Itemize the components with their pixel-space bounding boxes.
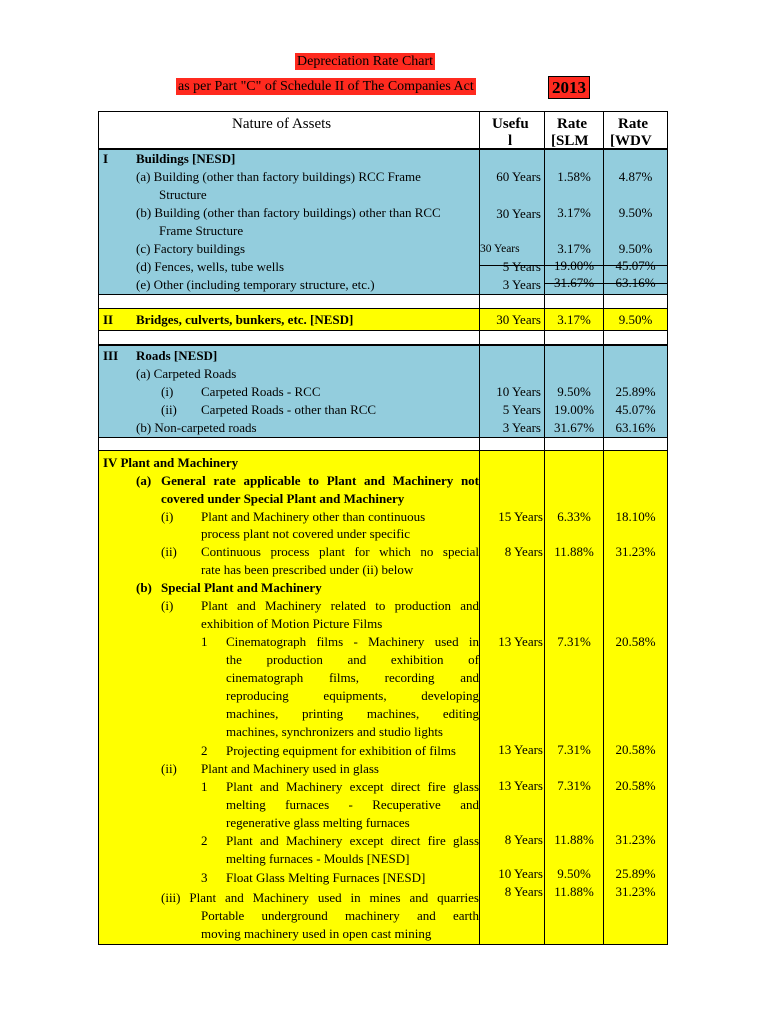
asset-row-num: 2 xyxy=(201,833,208,848)
asset-row: (b) Non-carpeted roads xyxy=(136,420,257,435)
asset-row-cont: machines, printing machines, editing xyxy=(226,706,479,721)
useful-life: 3 Years xyxy=(502,277,541,292)
asset-row-cont: moving machinery used in open cast mining xyxy=(201,926,432,941)
asset-row-cont: covered under Special Plant and Machinery xyxy=(161,491,405,506)
useful-life: 5 Years xyxy=(502,259,541,274)
asset-row-num: 2 xyxy=(201,743,208,758)
column-divider xyxy=(603,112,604,944)
useful-life: 30 Years xyxy=(480,243,520,255)
asset-row: (a) Building (other than factory buildings) RCC Frame xyxy=(136,169,421,184)
asset-row-cont: the production and exhibition of xyxy=(226,652,479,667)
useful-life: 30 Years xyxy=(496,312,541,327)
asset-row-num: (ii) xyxy=(161,544,177,559)
rate-slm: 3.17% xyxy=(557,241,591,256)
header-nature-of-assets: Nature of Assets xyxy=(232,116,332,132)
asset-row: Plant and Machinery except direct fire glass xyxy=(226,833,479,848)
rate-slm: 3.17% xyxy=(557,205,591,220)
chart-title: Depreciation Rate Chart xyxy=(297,54,434,69)
rate-wdv: 25.89% xyxy=(615,384,656,399)
asset-row-cont: melting furnaces - Moulds [NESD] xyxy=(226,851,410,866)
rate-wdv: 18.10% xyxy=(615,509,656,524)
row-divider xyxy=(99,294,667,295)
useful-life: 13 Years xyxy=(498,778,543,793)
asset-row: Carpeted Roads - RCC xyxy=(201,384,321,399)
section-plant-machinery: IV Plant and Machinery xyxy=(103,455,239,470)
rate-slm: 6.33% xyxy=(557,509,591,524)
asset-row-num: (i) xyxy=(161,509,174,524)
chart-year: 2013 xyxy=(548,76,590,99)
rate-wdv: 25.89% xyxy=(615,866,656,881)
rate-slm: 7.31% xyxy=(557,634,591,649)
asset-row-cont: machines, synchronizers and studio lights xyxy=(226,724,443,739)
rate-slm: 7.31% xyxy=(557,778,591,793)
asset-row: Continuous process plant for which no special xyxy=(201,544,479,559)
rate-wdv: 31.23% xyxy=(615,544,656,559)
rate-wdv: 20.58% xyxy=(615,778,656,793)
asset-row: Plant and Machinery used in glass xyxy=(201,761,379,776)
row-divider xyxy=(99,450,667,451)
rate-wdv: 45.07% xyxy=(615,258,656,273)
rate-slm: 31.67% xyxy=(553,275,595,290)
row-divider xyxy=(99,308,667,309)
rate-slm: 7.31% xyxy=(557,742,591,757)
asset-row: (e) Other (including temporary structure, etc.) xyxy=(136,277,375,292)
asset-row-num: (i) xyxy=(161,598,174,613)
rate-slm: 1.58% xyxy=(557,169,591,184)
header-rate-slm: Rate xyxy=(557,116,587,132)
rate-slm: 19.00% xyxy=(553,258,595,273)
header-rate-wdv-2: [WDV xyxy=(610,133,652,149)
asset-row: Float Glass Melting Furnaces [NESD] xyxy=(226,870,426,885)
useful-life: 8 Years xyxy=(504,884,543,899)
header-useful: Usefu xyxy=(492,116,529,132)
rate-slm: 11.88% xyxy=(554,832,594,847)
depreciation-table xyxy=(98,111,668,945)
rate-slm: 11.88% xyxy=(554,884,594,899)
asset-row-cont: cinematograph films, recording and xyxy=(226,670,479,685)
asset-row: Plant and Machinery other than continuous xyxy=(201,509,426,524)
header-useful-2: l xyxy=(508,133,513,149)
asset-row: Cinematograph films - Machinery used in xyxy=(226,634,479,649)
row-divider xyxy=(99,330,667,331)
asset-row-num: (i) xyxy=(161,384,174,399)
rate-wdv: 20.58% xyxy=(615,742,656,757)
asset-row: General rate applicable to Plant and Machinery not xyxy=(161,473,479,488)
useful-life: 3 Years xyxy=(502,420,541,435)
useful-life: 13 Years xyxy=(498,634,543,649)
section-number: I xyxy=(103,151,109,166)
asset-row-num: 3 xyxy=(201,870,208,885)
asset-row-cont: Portable underground machinery and earth xyxy=(201,908,479,923)
asset-row-cont: Frame Structure xyxy=(159,223,244,238)
rate-wdv: 4.87% xyxy=(618,169,653,184)
section-number: III xyxy=(103,348,119,363)
asset-row-num: (ii) xyxy=(161,402,177,417)
column-divider xyxy=(479,112,480,944)
header-rate-wdv: Rate xyxy=(618,116,648,132)
asset-row: (b) Building (other than factory buildings) other than RCC xyxy=(136,205,441,220)
asset-row-cont: rate has been prescribed under (ii) below xyxy=(201,562,414,577)
asset-row-cont: process plant not covered under specific xyxy=(201,526,411,541)
useful-life: 30 Years xyxy=(496,206,541,221)
asset-row: Projecting equipment for exhibition of films xyxy=(226,743,456,758)
asset-row-cont: reproducing equipments, developing xyxy=(226,688,479,703)
asset-row: Carpeted Roads - other than RCC xyxy=(201,402,377,417)
useful-life: 8 Years xyxy=(504,832,543,847)
rate-slm: 9.50% xyxy=(557,866,591,881)
useful-life: 5 Years xyxy=(502,402,541,417)
useful-life: 13 Years xyxy=(498,742,543,757)
asset-row-cont: melting furnaces - Recuperative and xyxy=(226,797,479,812)
asset-row: (c) Factory buildings xyxy=(136,241,246,256)
rate-wdv: 45.07% xyxy=(615,402,656,417)
asset-row-num: (a) xyxy=(136,473,152,488)
rate-wdv: 9.50% xyxy=(618,205,653,220)
asset-row: (d) Fences, wells, tube wells xyxy=(136,259,285,274)
asset-row: Special Plant and Machinery xyxy=(161,580,322,595)
asset-row-num: 1 xyxy=(201,634,208,649)
section-bridges: Bridges, culverts, bunkers, etc. [NESD] xyxy=(136,312,354,327)
asset-row: Plant and Machinery related to production and xyxy=(201,598,479,613)
row-divider xyxy=(99,344,667,346)
rate-wdv: 63.16% xyxy=(615,420,656,435)
asset-row-cont: exhibition of Motion Picture Films xyxy=(201,616,383,631)
rate-wdv: 9.50% xyxy=(618,241,653,256)
asset-row-num: 1 xyxy=(201,779,208,794)
row-divider xyxy=(99,437,667,438)
section-number: II xyxy=(103,312,114,327)
asset-row-num: (ii) xyxy=(161,761,177,776)
section-roads: Roads [NESD] xyxy=(136,348,218,363)
rate-wdv: 20.58% xyxy=(615,634,656,649)
column-divider xyxy=(544,112,545,944)
asset-row-cont: Structure xyxy=(159,187,207,202)
chart-subtitle: as per Part "C" of Schedule II of The Companies Act xyxy=(178,79,474,94)
rate-slm: 31.67% xyxy=(553,420,595,435)
rate-slm: 19.00% xyxy=(553,402,595,417)
useful-life: 15 Years xyxy=(498,509,543,524)
rate-wdv: 31.23% xyxy=(615,832,656,847)
useful-life: 60 Years xyxy=(496,169,541,184)
header-rate-slm-2: [SLM xyxy=(551,133,589,149)
asset-row-cont: regenerative glass melting furnaces xyxy=(226,815,410,830)
useful-life: 10 Years xyxy=(498,866,543,881)
rate-slm: 9.50% xyxy=(557,384,591,399)
rate-wdv: 63.16% xyxy=(615,275,656,290)
section-buildings: Buildings [NESD] xyxy=(136,151,236,166)
rate-slm: 3.17% xyxy=(557,312,591,327)
useful-life: 10 Years xyxy=(496,384,541,399)
asset-row: (iii) Plant and Machinery used in mines and quarries xyxy=(161,890,479,905)
rate-slm: 11.88% xyxy=(554,544,594,559)
rate-wdv: 9.50% xyxy=(618,312,653,327)
asset-row: (a) Carpeted Roads xyxy=(136,366,237,381)
asset-row: Plant and Machinery except direct fire glass xyxy=(226,779,479,794)
asset-row-num: (b) xyxy=(136,580,152,595)
rate-wdv: 31.23% xyxy=(615,884,656,899)
useful-life: 8 Years xyxy=(504,544,543,559)
